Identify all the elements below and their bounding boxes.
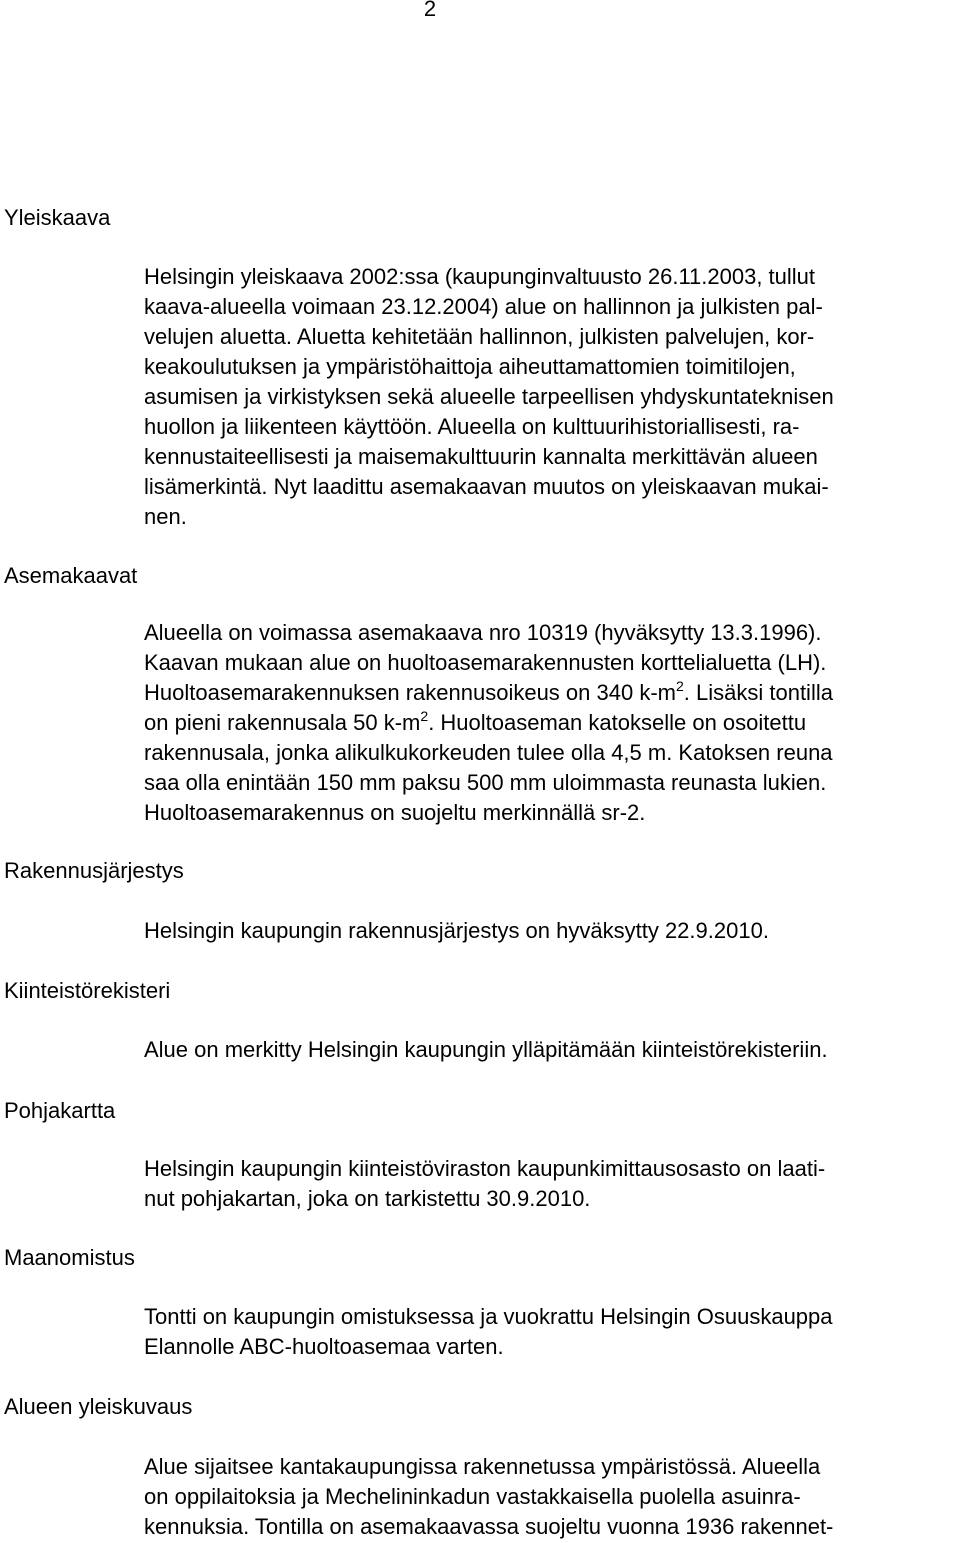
heading-kiinteistorekisteri: Kiinteistörekisteri <box>4 978 171 1003</box>
text-line: kaava-alueella voimaan 23.12.2004) alue on hallinnon ja julkisten pal- <box>144 294 823 319</box>
text-line: Elannolle ABC-huoltoasemaa varten. <box>144 1334 504 1359</box>
text-segment: . Huoltoaseman katokselle on osoitettu <box>428 710 807 735</box>
maanomistus-paragraph <box>144 1302 833 1362</box>
text-line: Alue on merkitty Helsingin kaupungin ylläpitämään kiinteistörekisteriin. <box>144 1037 828 1062</box>
text-line: velujen aluetta. Aluetta kehitetään hallinnon, julkisten palvelujen, kor- <box>144 324 815 349</box>
text-line: rakennusala, jonka alikulkukorkeuden tulee olla 4,5 m. Katoksen reuna <box>144 740 833 765</box>
text-line: keakoulutuksen ja ympäristöhaittoja aiheuttamattomien toimitilojen, <box>144 354 796 379</box>
text-line: Helsingin yleiskaava 2002:ssa (kaupunginvaltuusto 26.11.2003, tullut <box>144 264 816 289</box>
text-line: asumisen ja virkistyksen sekä alueelle tarpeellisen yhdyskuntateknisen <box>144 384 834 409</box>
text-line <box>144 708 833 738</box>
text-line: Huoltoasemarakennus on suojeltu merkinnällä sr-2. <box>144 800 646 825</box>
text-line: on oppilaitoksia ja Mechelininkadun vastakkaisella puolella asuinra- <box>144 1484 801 1509</box>
text-line: Kaavan mukaan alue on huoltoasemarakennusten korttelialuetta (LH). <box>144 650 827 675</box>
kiinteistorekisteri-paragraph <box>144 1035 828 1065</box>
text-line: saa olla enintään 150 mm paksu 500 mm uloimmasta reunasta lukien. <box>144 770 827 795</box>
text-line: lisämerkintä. Nyt laadittu asemakaavan muutos on yleiskaavan mukai- <box>144 474 829 499</box>
text-segment: Huoltoasemarakennuksen rakennusoikeus on 340 k-m <box>144 680 676 705</box>
yleiskaava-paragraph <box>144 262 834 532</box>
text-line: nen. <box>144 504 187 529</box>
text-segment: on pieni rakennusala 50 k-m <box>144 710 421 735</box>
heading-alueen-yleiskuvaus: Alueen yleiskuvaus <box>4 1394 193 1419</box>
text-line: huollon ja liikenteen käyttöön. Alueella on kulttuurihistoriallisesti, ra- <box>144 414 800 439</box>
page-number: 2 <box>423 0 437 21</box>
alueen-yleiskuvaus-paragraph <box>144 1452 833 1542</box>
heading-pohjakartta: Pohjakartta <box>4 1098 116 1123</box>
text-line: kennustaiteellisesti ja maisemakulttuurin kannalta merkittävän alueen <box>144 444 818 469</box>
text-line: nut pohjakartan, joka on tarkistettu 30.9.2010. <box>144 1186 591 1211</box>
text-line: Tontti on kaupungin omistuksessa ja vuokrattu Helsingin Osuuskauppa <box>144 1304 833 1329</box>
rakennusjarjestys-paragraph <box>144 916 769 946</box>
text-line: Alueella on voimassa asemakaava nro 10319 (hyväksytty 13.3.1996). <box>144 620 822 645</box>
text-line: Helsingin kaupungin kiinteistöviraston kaupunkimittausosasto on laati- <box>144 1156 826 1181</box>
heading-asemakaavat: Asemakaavat <box>4 563 138 588</box>
pohjakartta-paragraph <box>144 1154 825 1214</box>
text-line: kennuksia. Tontilla on asemakaavassa suojeltu vuonna 1936 rakennet- <box>144 1514 834 1539</box>
heading-rakennusjarjestys: Rakennusjärjestys <box>4 858 184 883</box>
text-line: Helsingin kaupungin rakennusjärjestys on hyväksytty 22.9.2010. <box>144 918 769 943</box>
superscript: 2 <box>675 678 684 694</box>
text-line <box>144 678 833 708</box>
text-segment: . Lisäksi tontilla <box>683 680 833 705</box>
asemakaavat-paragraph <box>144 618 833 828</box>
superscript: 2 <box>420 708 429 724</box>
text-line: Alue sijaitsee kantakaupungissa rakennetussa ympäristössä. Alueella <box>144 1454 821 1479</box>
heading-yleiskaava: Yleiskaava <box>4 205 111 230</box>
heading-maanomistus: Maanomistus <box>4 1245 135 1270</box>
